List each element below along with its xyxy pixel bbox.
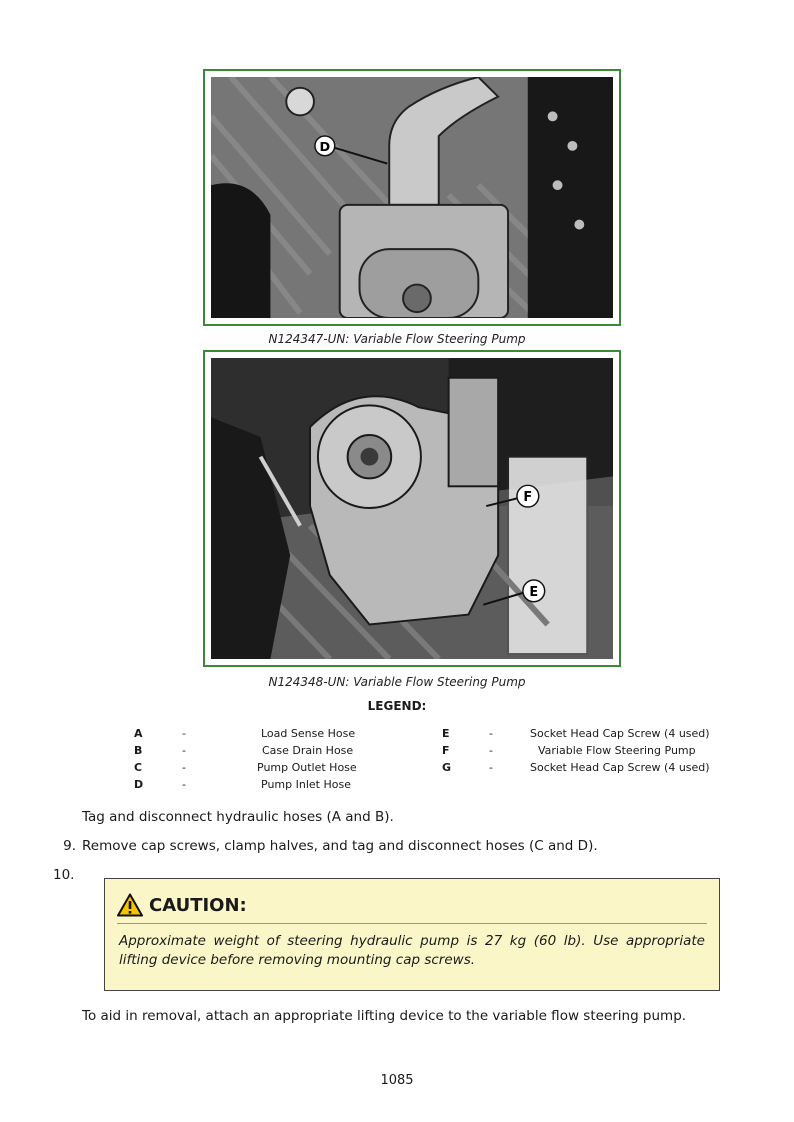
legend-desc: Case Drain Hose (262, 744, 354, 757)
step-9-number: 9. (63, 838, 76, 854)
legend-desc: Load Sense Hose (261, 727, 356, 740)
caution-header (117, 891, 247, 919)
legend-letter: G (442, 761, 452, 774)
legend-separator: - (489, 727, 493, 740)
caution-divider (117, 923, 707, 924)
step-9-text: Remove cap screws, clamp halves, and tag and disconnect hoses (C and D). (82, 838, 598, 854)
legend-desc: Variable Flow Steering Pump (538, 744, 696, 757)
final-instruction-text: To aid in removal, attach an appropriate lifting device to the variable flow steering pump. (82, 1008, 687, 1024)
legend-item (442, 744, 782, 761)
legend-item (442, 727, 782, 744)
legend-desc: Pump Inlet Hose (261, 778, 351, 791)
callout-e: E (529, 584, 539, 600)
legend-separator: - (182, 778, 186, 791)
step-10-number: 10. (53, 867, 75, 883)
legend-separator: - (182, 727, 186, 740)
photo-variable-flow-steering-pump-2 (211, 358, 613, 659)
legend-title: LEGEND: (367, 699, 427, 713)
callout-f: F (523, 490, 533, 506)
legend-item (442, 761, 782, 778)
caution-title: CAUTION: (149, 894, 247, 916)
legend-letter: F (442, 744, 450, 757)
legend-separator: - (489, 744, 493, 757)
figure-2-caption: N124348-UN: Variable Flow Steering Pump (268, 675, 526, 689)
legend-desc: Socket Head Cap Screw (4 used) (530, 727, 710, 740)
caution-box (104, 878, 720, 991)
legend-letter: D (134, 778, 144, 791)
legend-item (134, 744, 474, 761)
callout-d: D (319, 139, 331, 155)
caution-text: Approximate weight of steering hydraulic pump is 27 kg (60 lb). Use appropriate lifting device before removing mounting cap screws. (119, 933, 705, 968)
step-8-text: Tag and disconnect hydraulic hoses (A and B). (82, 809, 394, 825)
warning-triangle-icon (117, 893, 143, 917)
legend-letter: B (134, 744, 143, 757)
page-number: 1085 (380, 1073, 414, 1088)
figure-2 (203, 350, 621, 667)
photo-variable-flow-steering-pump-1 (211, 77, 613, 318)
legend-item (134, 778, 474, 795)
figure-1 (203, 69, 621, 326)
legend-letter: E (442, 727, 450, 740)
legend-desc: Pump Outlet Hose (257, 761, 357, 774)
legend-item (134, 727, 474, 744)
legend-desc: Socket Head Cap Screw (4 used) (530, 761, 710, 774)
legend-separator: - (182, 744, 186, 757)
legend-letter: C (134, 761, 143, 774)
legend-letter: A (134, 727, 143, 740)
legend-separator: - (489, 761, 493, 774)
legend-item (134, 761, 474, 778)
figure-1-caption: N124347-UN: Variable Flow Steering Pump (268, 332, 526, 346)
legend-separator: - (182, 761, 186, 774)
